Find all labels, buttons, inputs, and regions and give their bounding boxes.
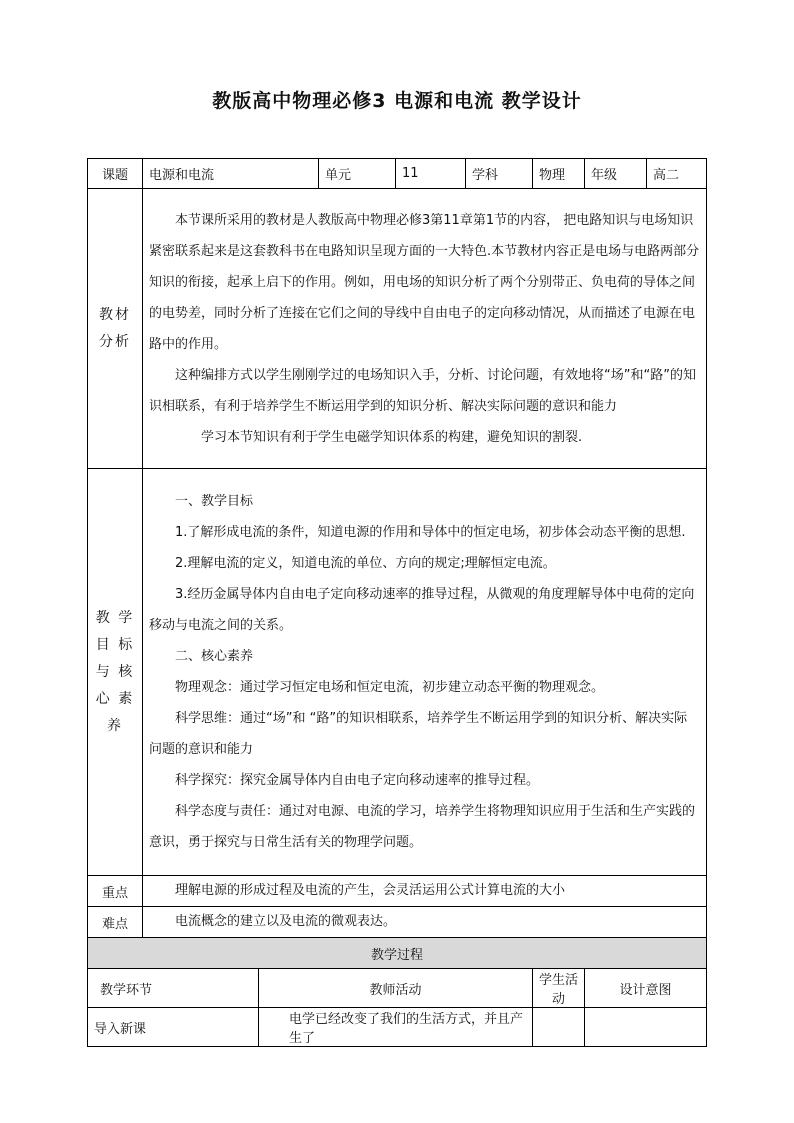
process-stage: 导入新课 [88, 1008, 259, 1047]
process-header-teacher: 教师活动 [259, 969, 533, 1008]
goal-3: 3.经历金属导体内自由电子定向移动速率的推导过程，从微观的角度理解导体中电荷的定向移动与电流之间的关系。 [149, 587, 695, 633]
unit-label: 单元 [319, 159, 396, 189]
unit-value: 11 [396, 159, 466, 189]
literacy-physics-concept: 物理观念：通过学习恒定电场和恒定电流，初步建立动态平衡的物理观念。 [175, 680, 605, 695]
goals-label-line5: 养 [107, 717, 123, 734]
key-point-text: 理解电源的形成过程及电流的产生，会灵活运用公式计算电流的大小 [175, 883, 566, 898]
goals-label [88, 469, 143, 876]
process-header-stage: 教学环节 [88, 969, 259, 1008]
goal-2: 2.理解电流的定义，知道电流的单位、方向的规定;理解恒定电流。 [175, 556, 556, 571]
analysis-paragraph-1: 本节课所采用的教材是人教版高中物理必修3第11章第1节的内容， 把电路知识与电场知识紧密联系起来是这套教科书在电路知识呈现方面的一大特色.本节教材内容正是电场与电路两部分知识的衔接，起承上启下的作用。例如，用电场的知识分析了两个分别带正、负电荷的导体之间的电势差，同时分析了连接在它们之间的导线中自由电子的定向移动情况，从而描述了电源在电路中的作用。 [149, 212, 700, 352]
analysis-paragraph-2: 这种编排方式以学生刚刚学过的电场知识入手，分析、讨论问题，有效地将“场”和“路”的知识相联系，有利于培养学生不断运用学到的知识分析、解决实际问题的意识和能力 [149, 367, 696, 414]
teaching-goals-heading: 一、教学目标 [175, 494, 254, 509]
goal-1: 1.了解形成电流的条件，知道电源的作用和导体中的恒定电场，初步体会动态平衡的思想. [175, 525, 686, 540]
key-point-row [88, 876, 707, 907]
info-row [88, 159, 707, 189]
difficult-point-text: 电流概念的建立以及电流的微观表达。 [175, 914, 397, 929]
goals-row [88, 469, 707, 876]
textbook-analysis-row [88, 189, 707, 469]
textbook-analysis-label [88, 189, 143, 469]
process-header-intent: 设计意图 [585, 969, 707, 1008]
document-title: 教版高中物理必修3 电源和电流 教学设计 [212, 90, 582, 112]
process-section-title: 教学过程 [88, 938, 707, 969]
grade-label: 年级 [585, 159, 647, 189]
topic-label: 课题 [88, 159, 143, 189]
textbook-analysis-label-line2: 分析 [99, 333, 131, 350]
analysis-paragraph-3: 学习本节知识有利于学生电磁学知识体系的构建，避免知识的割裂. [201, 429, 583, 445]
difficult-point-value [143, 907, 707, 938]
core-literacy-heading: 二、核心素养 [175, 649, 254, 664]
difficult-point-label: 难点 [88, 907, 143, 938]
grade-value: 高二 [647, 159, 707, 189]
process-header-row [88, 969, 707, 1008]
process-section-row [88, 938, 707, 969]
literacy-scientific-inquiry: 科学探究：探究金属导体内自由电子定向移动速率的推导过程。 [175, 773, 540, 788]
key-point-value [143, 876, 707, 907]
goals-label-line1: 教 学 [95, 609, 135, 626]
literacy-scientific-thinking: 科学思维：通过“场”和 “路”的知识相联系，培养学生不断运用学到的知识分析、解决实际问题的意识和能力 [149, 711, 688, 757]
process-header-student: 学生活动 [533, 969, 585, 1008]
difficult-point-row [88, 907, 707, 938]
subject-label: 学科 [466, 159, 533, 189]
process-row [88, 1008, 707, 1047]
topic-value: 电源和电流 [143, 159, 319, 189]
process-design-intent [585, 1008, 707, 1047]
key-point-label: 重点 [88, 876, 143, 907]
goals-label-line2: 目 标 [95, 636, 135, 653]
goals-label-line4: 心 素 [95, 690, 135, 707]
process-teacher-activity: 电学已经改变了我们的生活方式，并且产生了 [259, 1008, 533, 1047]
textbook-analysis-label-line1: 教材 [99, 306, 131, 323]
subject-value: 物理 [533, 159, 585, 189]
textbook-analysis-content [143, 189, 707, 469]
literacy-attitude-responsibility: 科学态度与责任：通过对电源、电流的学习，培养学生将物理知识应用于生活和生产实践的意识，勇于探究与日常生活有关的物理学问题。 [149, 804, 696, 850]
lesson-plan-table [87, 158, 707, 1047]
goals-content [143, 469, 707, 876]
goals-label-line3: 与 核 [95, 663, 135, 680]
process-student-activity [533, 1008, 585, 1047]
